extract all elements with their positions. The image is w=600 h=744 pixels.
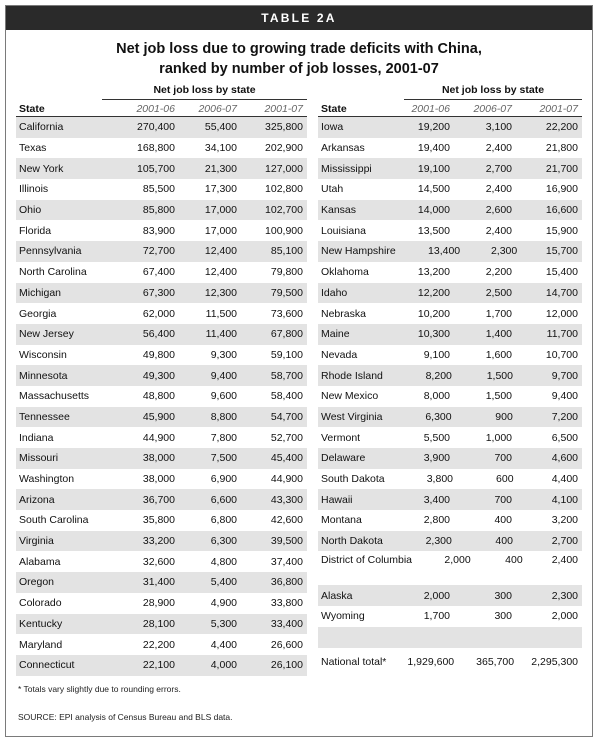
total-value-2001-06: 1,929,600 [407,655,455,668]
state-cell: New Jersey [19,328,74,341]
value-2006-07: 3,100 [485,121,512,134]
value-2006-07: 2,500 [485,286,512,299]
value-2001-06: 44,900 [142,431,175,444]
value-2001-06: 14,500 [417,183,450,196]
state-cell: Wyoming [321,610,365,623]
value-2006-07: 5,300 [210,617,237,630]
value-2001-07: 33,800 [270,597,303,610]
value-2006-07: 17,300 [204,183,237,196]
value-2001-07: 43,300 [270,493,303,506]
state-cell: Texas [19,142,47,155]
value-2001-06: 48,800 [142,390,175,403]
state-cell: Wisconsin [19,348,67,361]
value-2001-07: 26,600 [270,638,303,651]
value-2006-07: 4,000 [210,659,237,672]
state-cell: Delaware [321,452,366,465]
table-row [16,510,307,531]
left-state-header: State [19,103,45,115]
value-2001-06: 5,500 [423,431,450,444]
value-2006-07: 2,400 [485,183,512,196]
value-2001-06: 38,000 [142,473,175,486]
value-2006-07: 300 [494,589,512,602]
value-2006-07: 5,400 [210,576,237,589]
table-row [318,117,582,138]
value-2006-07: 9,300 [210,348,237,361]
total-value-2006-07: 365,700 [476,655,515,668]
value-2006-07: 2,300 [490,245,518,258]
state-cell: Rhode Island [321,369,383,382]
state-cell: West Virginia [321,410,383,423]
value-2001-07: 22,200 [545,121,578,134]
table-row [16,407,307,428]
table-row [318,386,582,407]
value-2001-06: 2,000 [444,554,471,567]
value-2001-07: 4,100 [551,493,578,506]
table-row [16,614,307,635]
value-2006-07: 2,700 [485,162,512,175]
table-row [16,386,307,407]
value-2001-07: 2,000 [551,610,578,623]
right-year-header-1: 2001-06 [411,103,450,115]
left-column-headers [16,100,307,117]
value-2001-07: 16,600 [545,204,578,217]
table-row [16,448,307,469]
value-2001-06: 72,700 [142,245,175,258]
value-2006-07: 900 [495,410,513,423]
value-2006-07: 17,000 [204,204,237,217]
table-row [318,427,582,448]
total-value-2001-07: 2,295,300 [531,655,578,668]
value-2001-07: 15,900 [545,224,578,237]
table-row [16,427,307,448]
table-row [16,365,307,386]
value-2006-07: 400 [495,535,513,548]
table-row [318,324,582,345]
table-row [318,531,582,552]
value-2001-06: 9,100 [423,348,450,361]
value-2006-07: 1,000 [485,431,512,444]
value-2006-07: 700 [494,493,512,506]
value-2001-06: 45,900 [142,410,175,423]
state-cell: Utah [321,183,344,196]
state-cell: Colorado [19,597,62,610]
table-row [16,593,307,614]
value-2006-07: 34,100 [204,142,237,155]
right-column-headers [318,100,582,117]
state-cell: Maryland [19,638,63,651]
table-row [16,117,307,138]
table-row [318,138,582,159]
value-2001-07: 11,700 [546,328,578,341]
value-2001-06: 2,000 [423,589,450,602]
value-2001-07: 2,300 [551,589,578,602]
value-2006-07: 400 [494,514,512,527]
value-2006-07: 9,600 [210,390,237,403]
value-2006-07: 7,800 [210,431,237,444]
state-cell: Iowa [321,121,344,134]
state-cell: Washington [19,473,75,486]
value-2001-07: 79,800 [270,266,303,279]
table-row [16,200,307,221]
state-cell: Alaska [321,589,353,602]
table-row [318,489,582,510]
value-2001-06: 35,800 [142,514,175,527]
value-2001-06: 168,800 [137,142,175,155]
value-2006-07: 6,800 [210,514,237,527]
value-2006-07: 1,500 [485,390,512,403]
table-frame [5,5,593,737]
table-row [16,283,307,304]
table-row [318,262,582,283]
value-2006-07: 6,600 [210,493,237,506]
value-2006-07: 8,800 [210,410,237,423]
value-2001-07: 45,400 [270,452,303,465]
value-2001-07: 58,400 [270,390,303,403]
table-row [16,262,307,283]
value-2006-07: 17,000 [204,224,237,237]
state-cell: Kansas [321,204,357,217]
table-row [16,303,307,324]
total-label: National total* [321,655,387,668]
value-2006-07: 11,400 [205,328,237,341]
value-2006-07: 1,500 [486,369,513,382]
state-cell: Louisiana [321,224,366,237]
table-row [16,531,307,552]
value-2001-06: 3,900 [423,452,450,465]
value-2001-06: 32,600 [142,555,175,568]
table-row [318,158,582,179]
state-cell: Connecticut [19,659,75,672]
table-row [16,220,307,241]
national-total-row [318,652,582,673]
value-2001-07: 44,900 [270,473,303,486]
value-2001-06: 10,200 [417,307,450,320]
value-2001-06: 105,700 [137,162,175,175]
state-cell: North Carolina [19,266,87,279]
value-2006-07: 6,300 [210,535,237,548]
value-2001-07: 39,500 [270,535,303,548]
state-cell: California [19,121,64,134]
value-2001-06: 3,400 [423,493,450,506]
state-cell: Michigan [19,286,62,299]
value-2001-07: 52,700 [270,431,303,444]
value-2001-06: 33,200 [142,535,175,548]
value-2006-07: 1,600 [485,348,512,361]
value-2001-06: 85,500 [142,183,175,196]
footnote: * Totals vary slightly due to rounding errors. [18,684,181,694]
value-2001-07: 79,500 [270,286,303,299]
state-cell: Indiana [19,431,54,444]
value-2006-07: 12,400 [204,245,237,258]
table-row [16,158,307,179]
value-2001-06: 22,200 [142,638,175,651]
value-2006-07: 4,800 [210,555,237,568]
table-row [16,634,307,655]
left-year-header-1: 2001-06 [136,103,175,115]
value-2001-06: 13,400 [428,245,461,258]
table-title [6,39,592,79]
left-year-header-3: 2001-07 [264,103,303,115]
tables-container [16,84,582,676]
value-2006-07: 300 [494,610,512,623]
state-cell: Arkansas [321,142,365,155]
value-2001-07: 15,400 [545,266,578,279]
value-2001-07: 21,800 [545,142,578,155]
value-2001-07: 42,600 [270,514,303,527]
value-2001-07: 6,500 [551,431,578,444]
state-cell: Virginia [19,535,54,548]
value-2001-07: 127,000 [265,162,303,175]
value-2006-07: 6,900 [210,473,237,486]
state-cell: Nebraska [321,307,366,320]
state-cell: South Dakota [321,473,385,486]
value-2001-06: 8,200 [425,369,452,382]
value-2006-07: 1,700 [485,307,512,320]
value-2006-07: 21,300 [204,162,237,175]
table-banner: TABLE 2A [6,6,592,30]
value-2006-07: 11,500 [205,307,237,320]
value-2001-06: 56,400 [142,328,175,341]
value-2006-07: 2,400 [485,224,512,237]
right-state-header: State [321,103,347,115]
value-2001-07: 15,700 [545,245,578,258]
state-cell: South Carolina [19,514,89,527]
state-cell: Maine [321,328,350,341]
value-2001-07: 36,800 [270,576,303,589]
table-row [318,551,582,585]
value-2001-07: 100,900 [265,224,303,237]
table-row [318,469,582,490]
left-table-body [16,117,307,676]
state-cell: New Mexico [321,390,379,403]
value-2001-06: 28,900 [142,597,175,610]
value-2001-06: 83,900 [142,224,175,237]
value-2001-06: 36,700 [142,493,175,506]
state-cell: Pennsylvania [19,245,82,258]
value-2006-07: 55,400 [204,121,237,134]
value-2001-06: 13,200 [417,266,450,279]
value-2001-07: 37,400 [270,555,303,568]
value-2006-07: 600 [496,473,514,486]
value-2001-06: 67,400 [142,266,175,279]
value-2001-06: 38,000 [142,452,175,465]
value-2006-07: 4,900 [210,597,237,610]
table-row [318,241,582,262]
value-2006-07: 2,400 [485,142,512,155]
value-2001-07: 9,700 [551,369,578,382]
value-2001-07: 58,700 [270,369,303,382]
value-2001-07: 102,700 [265,204,303,217]
left-group-header: Net job loss by state [102,84,307,100]
table-row [318,220,582,241]
value-2001-06: 270,400 [137,121,175,134]
state-cell: North Dakota [321,535,383,548]
value-2001-06: 2,800 [423,514,450,527]
table-row [318,179,582,200]
left-year-header-2: 2006-07 [198,103,237,115]
state-cell: Mississippi [321,162,372,175]
state-cell: Oregon [19,576,55,589]
state-cell: Vermont [321,431,361,444]
value-2001-07: 21,700 [545,162,578,175]
value-2001-07: 202,900 [265,142,303,155]
table-row [16,138,307,159]
value-2006-07: 400 [505,554,523,567]
value-2001-06: 49,300 [142,369,175,382]
value-2001-07: 14,700 [545,286,578,299]
value-2001-07: 7,200 [551,410,578,423]
value-2001-07: 4,400 [551,473,578,486]
value-2001-06: 14,000 [417,204,450,217]
table-row [318,303,582,324]
value-2001-07: 2,700 [551,535,578,548]
value-2006-07: 2,200 [485,266,512,279]
value-2006-07: 1,400 [485,328,512,341]
right-table [318,84,582,676]
state-cell: Florida [19,224,52,237]
table-row [318,345,582,366]
value-2001-07: 33,400 [270,617,303,630]
table-row [16,572,307,593]
table-row [16,241,307,262]
value-2006-07: 7,500 [210,452,237,465]
value-2001-06: 10,300 [417,328,450,341]
table-row [16,179,307,200]
left-table [16,84,307,676]
state-cell: Georgia [19,307,57,320]
state-cell: Missouri [19,452,59,465]
state-cell: New Hampshire [321,245,396,258]
value-2001-07: 10,700 [545,348,578,361]
table-row [16,469,307,490]
state-cell: New York [19,162,64,175]
title-line-1: Net job loss due to growing trade deficits with China, [116,41,482,57]
value-2001-07: 85,100 [270,245,303,258]
table-row [318,365,582,386]
state-cell: Arizona [19,493,55,506]
state-cell: Illinois [19,183,49,196]
value-2001-07: 26,100 [270,659,303,672]
value-2001-06: 2,300 [425,535,452,548]
state-cell: Hawaii [321,493,353,506]
value-2001-07: 9,400 [551,390,578,403]
state-cell: Ohio [19,204,42,217]
state-cell: Tennessee [19,410,70,423]
state-cell: Montana [321,514,362,527]
value-2006-07: 4,400 [210,638,237,651]
table-row [318,627,582,648]
value-2001-06: 31,400 [142,576,175,589]
value-2001-06: 19,100 [417,162,450,175]
table-row [318,283,582,304]
value-2001-06: 6,300 [425,410,452,423]
table-row [318,448,582,469]
state-cell: District of Columbia [321,554,413,567]
value-2001-07: 59,100 [270,348,303,361]
title-line-2: ranked by number of job losses, 2001-07 [159,61,439,77]
table-row [16,551,307,572]
value-2001-07: 54,700 [270,410,303,423]
state-cell: Idaho [321,286,348,299]
value-2001-07: 3,200 [551,514,578,527]
value-2001-06: 67,300 [142,286,175,299]
value-2001-06: 19,200 [417,121,450,134]
value-2001-07: 67,800 [270,328,303,341]
table-row [318,606,582,627]
table-row [318,407,582,428]
value-2001-07: 73,600 [270,307,303,320]
value-2001-06: 22,100 [142,659,175,672]
state-cell: Nevada [321,348,358,361]
value-2001-07: 325,800 [265,121,303,134]
value-2001-07: 12,000 [545,307,578,320]
right-year-header-2: 2006-07 [473,103,512,115]
state-cell: Oklahoma [321,266,369,279]
value-2001-06: 62,000 [142,307,175,320]
state-cell: Massachusetts [19,390,90,403]
value-2001-07: 16,900 [545,183,578,196]
value-2001-06: 8,000 [423,390,450,403]
value-2006-07: 2,600 [485,204,512,217]
source-note: SOURCE: EPI analysis of Census Bureau and BLS data. [18,712,233,722]
value-2001-07: 102,800 [265,183,303,196]
table-row [16,655,307,676]
value-2006-07: 12,300 [204,286,237,299]
table-row [318,585,582,606]
state-cell: Minnesota [19,369,68,382]
value-2001-06: 85,800 [142,204,175,217]
value-2001-06: 1,700 [423,610,450,623]
table-row [16,324,307,345]
state-cell: Alabama [19,555,61,568]
value-2001-06: 12,200 [417,286,450,299]
right-year-header-3: 2001-07 [539,103,578,115]
table-row [16,489,307,510]
table-row [16,345,307,366]
right-table-body [318,117,582,648]
table-row [318,510,582,531]
value-2001-06: 28,100 [142,617,175,630]
value-2001-06: 13,500 [417,224,450,237]
value-2006-07: 12,400 [204,266,237,279]
value-2001-06: 3,800 [426,473,453,486]
value-2006-07: 9,400 [210,369,237,382]
value-2001-06: 19,400 [417,142,450,155]
right-group-header: Net job loss by state [404,84,582,100]
value-2001-06: 49,800 [142,348,175,361]
value-2006-07: 700 [494,452,512,465]
value-2001-07: 4,600 [551,452,578,465]
value-2001-07: 2,400 [551,554,578,567]
state-cell: Kentucky [19,617,63,630]
table-row [318,200,582,221]
